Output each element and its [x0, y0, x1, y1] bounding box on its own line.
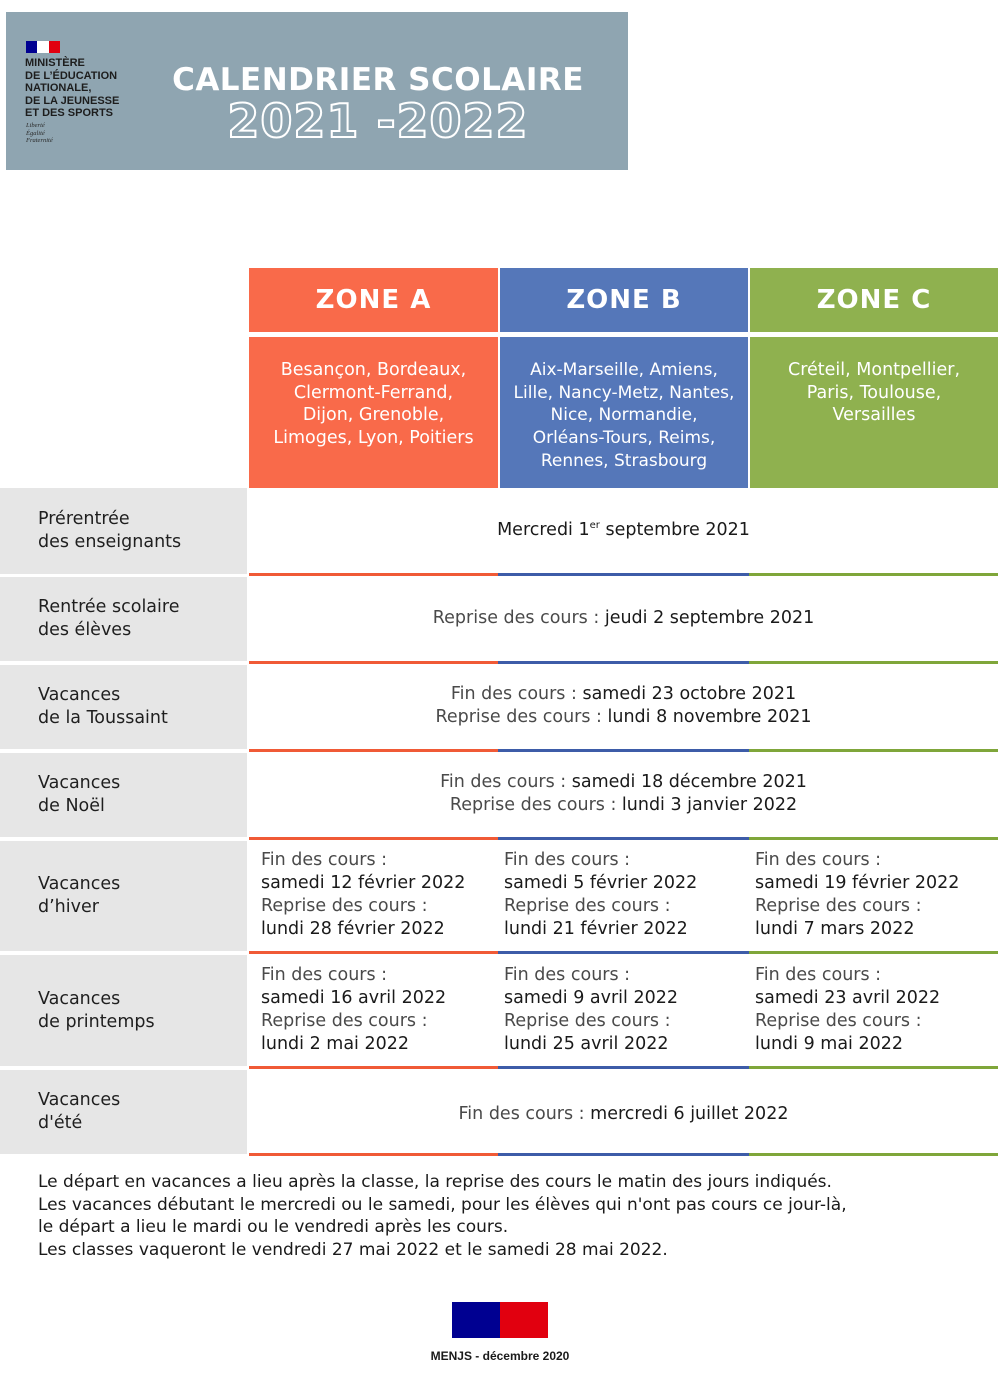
row-label-rentree: Rentrée scolaire des élèves	[0, 577, 247, 661]
marianne-logo-icon	[452, 1302, 548, 1338]
prerentree-date: Mercredi 1er septembre 2021	[497, 520, 750, 540]
footnote: Le départ en vacances a lieu après la classe, la reprise des cours le matin des jours indiqués. Les vacances débutant le mercredi ou le samedi, pour les élèves qui n'ont pas cours ce jour-là, le départ a lieu le mardi ou le vendredi après les cours. Les classes vaqueront le vendredi 27 mai 2022 et le samedi 28 mai 2022.	[38, 1172, 847, 1261]
row-label-hiver: Vacances d’hiver	[0, 841, 247, 951]
row-label-ete: Vacances d'été	[0, 1070, 247, 1154]
row-separator	[249, 1153, 998, 1156]
noel-resume: Reprise des cours : lundi 3 janvier 2022	[449, 795, 798, 815]
row-label-toussaint: Vacances de la Toussaint	[0, 665, 247, 749]
zone-b-title: ZONE B	[566, 285, 682, 315]
school-year: 2021 -2022	[227, 94, 529, 148]
zone-c-header	[750, 268, 998, 488]
row-content-prerentree	[249, 488, 998, 574]
republic-motto: Liberté Égalité Fraternité	[26, 122, 53, 144]
noel-end: Fin des cours : samedi 18 décembre 2021	[440, 772, 807, 792]
row-content-ete	[249, 1070, 998, 1154]
row-separator	[249, 749, 998, 752]
hiver-zone-c: Fin des cours : samedi 19 février 2022 Reprise des cours : lundi 7 mars 2022	[755, 850, 960, 939]
printemps-zone-c: Fin des cours : samedi 23 avril 2022 Reprise des cours : lundi 9 mai 2022	[755, 965, 941, 1054]
row-separator	[249, 573, 998, 576]
printemps-zone-b: Fin des cours : samedi 9 avril 2022 Reprise des cours : lundi 25 avril 2022	[504, 965, 678, 1054]
row-label-printemps: Vacances de printemps	[0, 955, 247, 1066]
zone-b-cities: Aix-Marseille, Amiens, Lille, Nancy-Metz, Nantes, Nice, Normandie, Orléans-Tours, Reims, Rennes, Strasbourg	[513, 360, 735, 471]
row-content-hiver	[249, 841, 998, 951]
rentree-date: Reprise des cours : jeudi 2 septembre 2021	[432, 608, 815, 628]
toussaint-end: Fin des cours : samedi 23 octobre 2021	[450, 684, 797, 704]
row-separator	[249, 837, 998, 840]
zone-c-cities: Créteil, Montpellier, Paris, Toulouse, Versailles	[787, 360, 961, 426]
header-banner	[6, 12, 628, 170]
ete-end: Fin des cours : mercredi 6 juillet 2022	[458, 1104, 789, 1124]
row-content-printemps	[249, 955, 998, 1066]
hiver-zone-a: Fin des cours : samedi 12 février 2022 Reprise des cours : lundi 28 février 2022	[261, 850, 466, 939]
row-separator	[249, 661, 998, 664]
hiver-zone-b: Fin des cours : samedi 5 février 2022 Reprise des cours : lundi 21 février 2022	[504, 850, 698, 939]
zone-a-cities: Besançon, Bordeaux, Clermont-Ferrand, Dijon, Grenoble, Limoges, Lyon, Poitiers	[273, 360, 474, 449]
zone-a-header	[249, 268, 498, 488]
zone-b-header	[500, 268, 748, 488]
row-label-prerentree: Prérentrée des enseignants	[0, 488, 247, 574]
page-title: CALENDRIER SCOLAIRE	[172, 62, 584, 98]
ministry-name: MINISTÈRE DE L’ÉDUCATION NATIONALE, DE LA JEUNESSE ET DES SPORTS	[25, 57, 120, 119]
row-label-noel: Vacances de Noël	[0, 753, 247, 837]
row-separator	[249, 1066, 998, 1069]
row-content-noel	[249, 753, 998, 837]
row-content-toussaint	[249, 665, 998, 749]
marianne-flag-icon	[26, 41, 60, 53]
row-separator	[249, 951, 998, 954]
toussaint-resume: Reprise des cours : lundi 8 novembre 2021	[435, 707, 812, 727]
row-content-rentree	[249, 577, 998, 661]
zone-a-title: ZONE A	[315, 285, 432, 315]
footer-caption: MENJS - décembre 2020	[430, 1349, 570, 1363]
printemps-zone-a: Fin des cours : samedi 16 avril 2022 Reprise des cours : lundi 2 mai 2022	[261, 965, 447, 1054]
zone-c-title: ZONE C	[816, 285, 932, 315]
